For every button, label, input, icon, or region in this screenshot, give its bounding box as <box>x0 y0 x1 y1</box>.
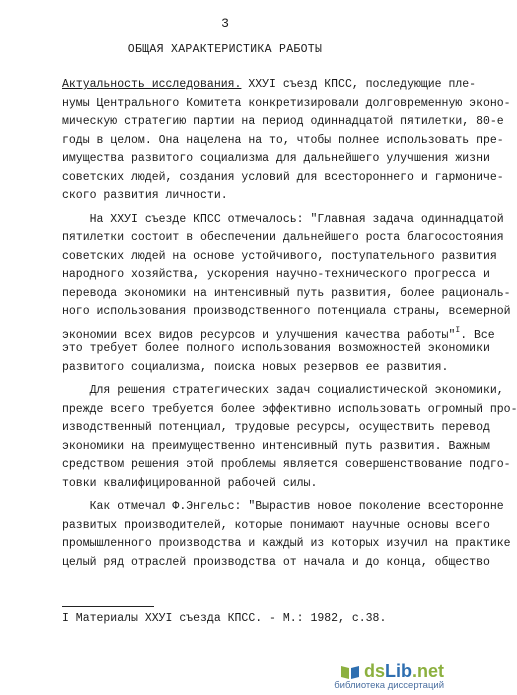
text-line: экономии всех видов ресурсов и улучшения качества работы" <box>62 328 456 342</box>
brand-ds: ds <box>363 661 385 681</box>
watermark-logo <box>334 661 444 682</box>
text-line: народного хозяйства, ускорения научно-технического прогресса и <box>62 268 490 281</box>
footnote-divider <box>62 606 154 607</box>
text-line: Для решения стратегических задач социалистической экономики, <box>62 384 504 397</box>
text-line: годы в целом. Она нацелена на то, чтобы полнее использовать пре- <box>62 133 504 147</box>
paragraph-4 <box>62 498 511 572</box>
text-line: средством решения этой проблемы является совершенствование подго- <box>62 458 511 471</box>
footnote-marker: I <box>455 325 461 335</box>
text-line: советских людей на основе устойчивого, поступательного развития <box>62 249 497 263</box>
text-line: ского развития личности. <box>62 189 228 202</box>
lead-phrase: Актуальность исследования. <box>62 78 242 91</box>
text-line: имущества развитого социализма для дальнейшего улучшения жизни <box>62 152 490 165</box>
text-line: ного использования производственного потенциала страны, всемерной <box>62 305 511 318</box>
text-line: товки квалифицированной рабочей силы. <box>62 476 318 490</box>
text-line: советских людей, создания условий для всестороннего и гармониче- <box>62 170 504 184</box>
text-line: это требует более полного использования возможностей экономики <box>62 342 490 355</box>
text-line: нумы Центрального Комитета конкретизировали долговременную эконо- <box>62 96 511 110</box>
book-icon <box>339 663 361 681</box>
text-line: На ХХУI съезде КПСС отмечалось: "Главная задача одиннадцатой <box>62 212 504 226</box>
text-line: развитых производителей, которые понимают научные основы всего <box>62 518 490 532</box>
paragraph-2 <box>62 211 511 378</box>
watermark <box>334 661 444 691</box>
page-number: 3 <box>221 16 229 31</box>
text-line: . Все <box>460 328 495 342</box>
text-line: прежде всего требуется более эффективно использовать огромный про- <box>62 402 517 416</box>
paragraph-1 <box>62 76 511 206</box>
text-line: пятилетки состоит в обеспечении дальнейшего роста благосостояния <box>62 231 504 244</box>
text-line: перевода экономики на интенсивный путь развития, более рациональ- <box>62 286 511 300</box>
text-line: промышленного производства и каждый из которых изучил на практике <box>62 537 511 550</box>
text-line: изводственный потенциал, трудовые ресурсы, осуществить перевод <box>62 421 490 434</box>
paragraph-3 <box>62 382 517 493</box>
watermark-subtitle: библиотека диссертаций <box>334 680 444 691</box>
text-line: экономики на преимущественно интенсивный путь развития. Важным <box>62 439 490 453</box>
brand-lib: Lib <box>384 661 412 681</box>
body-text <box>62 76 517 572</box>
text-line: развитого социализма, поиска новых резервов ее развития. <box>62 360 449 374</box>
text-line: целый ряд отраслей производства от начала и до конца, общество <box>62 555 490 569</box>
brand-net: .net <box>411 661 444 681</box>
footnote: I Материалы ХХУI съезда КПСС. - М.: 1982, с.38. <box>62 612 387 625</box>
text-line: мическую стратегию партии на период одиннадцатой пятилетки, 80-е <box>62 115 504 128</box>
text-line: Как отмечал Ф.Энгельс: "Вырастив новое поколение всесторонне <box>62 500 504 513</box>
section-title: ОБЩАЯ ХАРАКТЕРИСТИКА РАБОТЫ <box>127 43 323 56</box>
text-line: ХХУI съезд КПСС, последующие пле- <box>241 78 477 91</box>
